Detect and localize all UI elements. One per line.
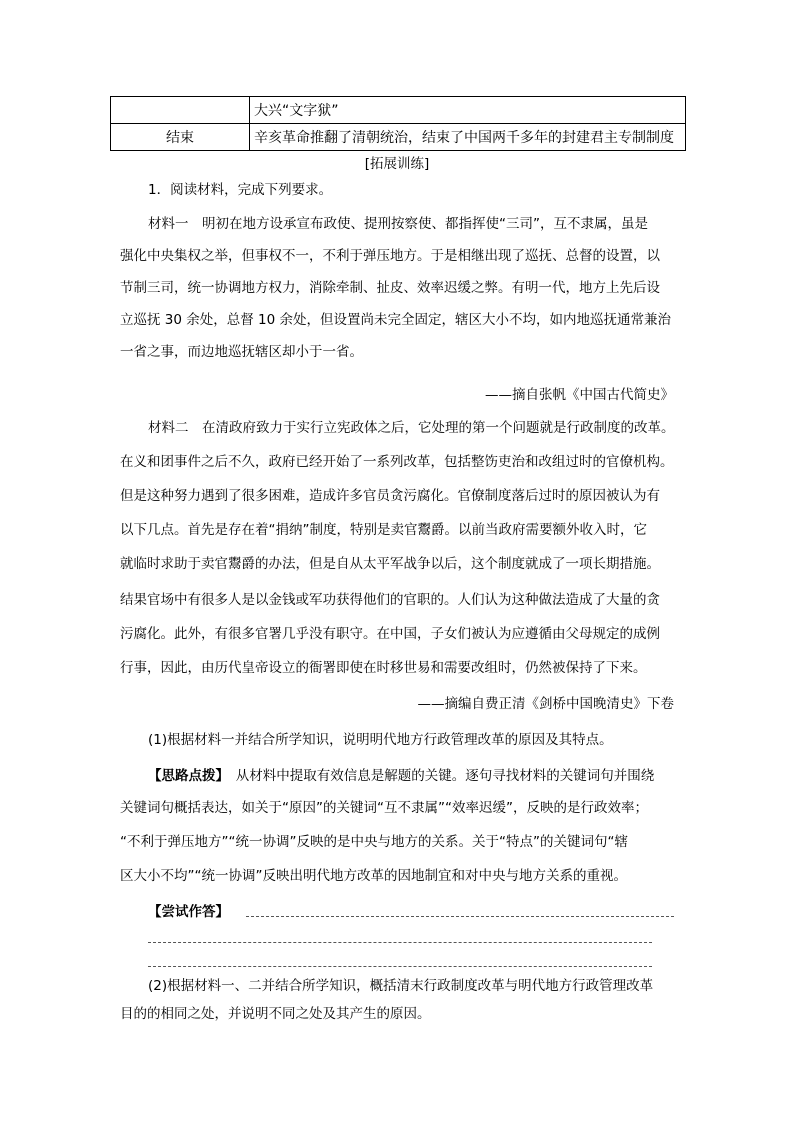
material2-line: 以下几点。首先是存在着“捐纳”制度，特别是卖官鬻爵。以前当政府需要额外收入时，它 [120,522,647,538]
source-citation-1: ——摘自张帆《中国古代简史》 [485,387,674,403]
hint-first-line [148,766,654,786]
material2-line: 行事，因此，由历代皇帝设立的衙署即使在时移世易和需要改组时，仍然被保持了下来。 [120,660,647,676]
material2-line: 污腐化。此外，有很多官署几乎没有职守。在中国，子女们被认为应遵循由父母规定的成例 [120,626,660,642]
question-title: 1．阅读材料，完成下列要求。 [148,182,333,198]
material1-line: 节制三司，统一协调地方权力，消除牵制、扯皮、效率迟缓之弊。有明一代，地方上先后设 [120,280,660,296]
sub-question-2-line: (2)根据材料一、二并结合所学知识，概括清末行政制度改革与明代地方行政管理改革 [148,978,654,994]
hint-line: 从材料中提取有效信息是解题的关键。逐句寻找材料的关键词句并围绕 [222,768,655,784]
answer-line[interactable] [148,942,652,943]
table-row [111,97,686,124]
material2-line: 结果官场中有很多人是以金钱或军功获得他们的官职的。人们认为这种做法造成了大量的贪 [120,592,660,608]
hint-line: 关键词句概括表达，如关于“原因”的关键词“互不隶属”“效率迟缓”，反映的是行政效率； [120,800,648,816]
table-cell: 大兴“文字狱” [250,97,686,124]
material1-line: 立巡抚 30 余处，总督 10 余处，但设置尚未完全固定，辖区大小不均，如内地巡抚通常兼治 [120,312,672,328]
answer-line[interactable] [148,966,652,967]
sub-question-1: (1)根据材料一并结合所学知识，说明明代地方行政管理改革的原因及其特点。 [148,732,613,748]
sub-question-2-line: 目的的相同之处，并说明不同之处及其产生的原因。 [120,1006,431,1022]
table-row [111,124,686,151]
material1-line: 材料一 明初在地方设承宣布政使、提刑按察使、都指挥使“三司”，互不隶属，虽是 [148,216,648,232]
table-cell: 结束 [111,124,250,151]
material2-line: 材料二 在清政府致力于实行立宪政体之后，它处理的第一个问题就是行政制度的改革。 [148,420,675,436]
table-cell [111,97,250,124]
hint-line: 区大小不均”“统一协调”反映出明代地方改革的因地制宜和对中央与地方关系的重视。 [120,868,627,884]
material1-line: 一省之事，而边地巡抚辖区却小于一省。 [120,344,363,360]
hint-label: 【思路点拨】 [148,768,223,784]
material1-line: 强化中央集权之举，但事权不一，不利于弹压地方。于是相继出现了巡抚、总督的设置，以 [120,248,660,264]
summary-table [110,96,686,151]
material2-line: 就临时求助于卖官鬻爵的办法，但是自从太平军战争以后，这个制度就成了一项长期措施。 [120,556,660,572]
answer-line[interactable] [246,916,674,917]
material2-line: 但是这种努力遇到了很多困难，造成许多官员贪污腐化。官僚制度落后过时的原因被认为有 [120,488,660,504]
source-citation-2: ——摘编自费正清《剑桥中国晚清史》下卷 [417,696,674,712]
section-title: [拓展训练] [364,156,430,172]
attempt-label: 【尝试作答】 [148,904,229,920]
hint-line: “不利于弹压地方”“统一协调”反映的是中央与地方的关系。关于“特点”的关键词句“辖 [120,834,628,850]
material2-line: 在义和团事件之后不久，政府已经开始了一系列改革，包括整饬吏治和改组过时的官僚机构。 [120,454,674,470]
table-cell: 辛亥革命推翻了清朝统治，结束了中国两千多年的封建君主专制制度 [250,124,686,151]
